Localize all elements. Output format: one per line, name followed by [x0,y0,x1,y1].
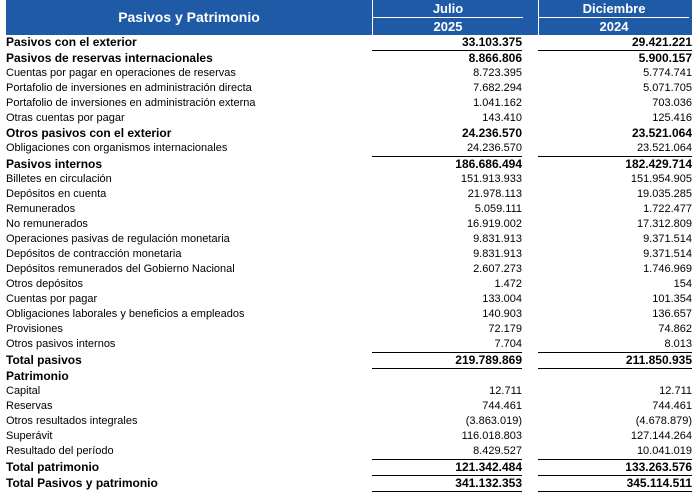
row-label: Depósitos en cuenta [6,188,107,200]
table-row [6,322,692,337]
value-julio-2025: 1.472 [494,278,522,290]
value-julio-2025: 21.978.113 [467,188,522,200]
column-gap [522,369,538,385]
row-label: Otros resultados integrales [6,415,138,427]
value-diciembre-2024: 12.711 [659,385,692,397]
value-julio-2025: 8.429.527 [372,444,522,460]
value-diciembre-2024: 1.746.969 [643,263,692,275]
value-diciembre-2024: 744.461 [652,400,692,412]
row-label: Otras cuentas por pagar [6,112,125,124]
row-label: Capital [6,385,41,397]
column-gap [522,35,538,51]
table-row [6,51,692,67]
column-header-diciembre-2024 [538,0,689,35]
column-gap [522,262,538,277]
value-julio-2025: 33.103.375 [372,35,522,51]
value-julio-2025: 16.919.002 [466,218,522,230]
value-julio-2025: 116.018.803 [461,430,522,442]
table-row [6,460,692,476]
table-row [6,384,692,399]
column-month: Julio [432,1,464,16]
table-row [6,399,692,414]
row-label: Otros pasivos internos [6,338,116,351]
row-label: Portafolio de inversiones en administración directa [6,82,252,94]
column-gap [522,247,538,262]
table-row [6,232,692,247]
value-diciembre-2024: 154 [673,278,692,290]
value-diciembre-2024: 9.371.514 [643,248,692,260]
value-julio-2025: 8.866.806 [468,51,522,65]
column-gap [522,187,538,202]
row-label: Billetes en circulación [6,173,112,185]
value-julio-2025: 24.236.570 [461,126,522,140]
column-gap [522,414,538,429]
value-diciembre-2024: 345.114.511 [538,476,692,492]
value-diciembre-2024: 29.421.221 [538,35,692,51]
value-julio-2025: 24.236.570 [372,141,522,157]
table-header [6,0,692,35]
table-row [6,202,692,217]
column-gap [522,111,538,126]
value-julio-2025: 140.903 [482,308,522,320]
column-gap [522,96,538,111]
value-julio-2025: (3.863.019) [465,415,522,427]
column-year: 2025 [373,17,523,35]
table-row [6,277,692,292]
table-row [6,111,692,126]
value-diciembre-2024: 17.312.809 [636,218,692,230]
table-row [6,429,692,444]
table-row [6,414,692,429]
row-label: Remunerados [6,203,76,215]
table-row [6,172,692,187]
table-row [6,141,692,157]
value-julio-2025: 12.711 [489,385,522,397]
column-gap [522,429,538,444]
table-row [6,35,692,51]
column-year: 2024 [539,17,689,35]
table-row [6,187,692,202]
table-row [6,307,692,322]
column-gap [522,384,538,399]
value-diciembre-2024: 211.850.935 [538,353,692,369]
value-julio-2025: 143.410 [482,112,522,124]
value-diciembre-2024: 127.144.264 [630,430,692,442]
value-diciembre-2024: 9.371.514 [643,233,692,245]
value-diciembre-2024: 151.954.905 [630,173,692,185]
value-diciembre-2024: 1.722.477 [643,203,692,215]
column-gap [522,126,538,141]
value-diciembre-2024: 5.774.741 [643,67,692,79]
column-gap [522,172,538,187]
value-diciembre-2024: (4.678.879) [635,415,692,427]
row-label: Pasivos internos [6,156,103,171]
row-label: Otros depósitos [6,278,84,290]
column-gap [522,337,538,353]
value-julio-2025 [372,369,522,385]
table-row [6,476,692,492]
value-julio-2025: 186.686.494 [455,157,522,171]
column-header-julio-2025 [372,0,523,35]
column-gap [522,307,538,322]
value-diciembre-2024: 23.521.064 [631,126,692,140]
column-gap [522,217,538,232]
table-row [6,247,692,262]
column-gap [522,322,538,337]
row-label: Total patrimonio [6,460,100,474]
row-label: Reservas [6,400,53,412]
row-label: Depósitos de contracción monetaria [6,248,182,260]
table-row [6,81,692,96]
value-diciembre-2024: 136.657 [652,308,692,320]
value-julio-2025: 744.461 [482,400,522,412]
table-row [6,369,692,385]
row-label: Patrimonio [6,368,69,383]
row-label: Obligaciones con organismos internacionales [6,142,228,155]
value-diciembre-2024: 125.416 [652,112,692,124]
column-gap [522,444,538,460]
value-julio-2025: 9.831.913 [473,233,522,245]
column-gap [522,353,538,369]
column-gap [522,51,538,67]
row-label: Total Pasivos y patrimonio [6,476,158,490]
table-row [6,217,692,232]
value-julio-2025: 9.831.913 [473,248,522,260]
table-row [6,157,692,173]
table-row [6,292,692,307]
value-julio-2025: 1.041.162 [473,97,522,109]
row-label: Total pasivos [6,353,82,367]
value-diciembre-2024: 19.035.285 [636,188,692,200]
value-julio-2025: 2.607.273 [473,263,522,275]
value-julio-2025: 121.342.484 [372,460,522,476]
value-julio-2025: 219.789.869 [372,353,522,369]
value-diciembre-2024: 10.041.019 [538,444,692,460]
row-label: Cuentas por pagar [6,293,98,305]
value-julio-2025: 7.682.294 [473,82,522,94]
value-diciembre-2024: 133.263.576 [538,460,692,476]
row-label: Obligaciones laborales y beneficios a empleados [6,308,245,320]
value-julio-2025: 5.059.111 [474,203,522,215]
value-diciembre-2024: 703.036 [652,97,692,109]
value-julio-2025: 72.179 [488,323,522,335]
column-gap [522,232,538,247]
value-diciembre-2024: 23.521.064 [538,141,692,157]
balance-table-body [6,35,692,492]
balance-table [6,35,692,492]
row-label: Superávit [6,430,53,442]
value-diciembre-2024: 5.071.705 [643,82,692,94]
row-label: Cuentas por pagar en operaciones de reservas [6,67,236,79]
table-row [6,444,692,460]
value-diciembre-2024 [538,369,692,385]
row-label: Provisiones [6,323,63,335]
value-diciembre-2024: 182.429.714 [625,157,692,171]
column-gap [522,476,538,492]
column-gap [522,292,538,307]
table-row [6,96,692,111]
column-month: Diciembre [582,1,646,16]
column-gap [522,141,538,157]
value-julio-2025: 151.913.933 [460,173,522,185]
column-gap [522,157,538,173]
value-julio-2025: 341.132.353 [372,476,522,492]
column-gap [522,202,538,217]
value-diciembre-2024: 8.013 [538,337,692,353]
value-diciembre-2024: 74.862 [658,323,692,335]
row-label: Pasivos de reservas internacionales [6,50,213,65]
value-diciembre-2024: 101.354 [652,293,692,305]
column-gap [522,66,538,81]
column-gap [522,277,538,292]
header-title: Pasivos y Patrimonio [118,9,260,25]
row-label: Depósitos remunerados del Gobierno Nacional [6,263,235,275]
value-diciembre-2024: 5.900.157 [638,51,692,65]
table-row [6,126,692,141]
row-label: Portafolio de inversiones en administración externa [6,97,256,109]
value-julio-2025: 8.723.395 [473,67,522,79]
row-label: Operaciones pasivas de regulación monetaria [6,233,230,245]
row-label: No remunerados [6,218,88,230]
value-julio-2025: 7.704 [372,337,522,353]
balance-sheet [6,0,692,492]
row-label: Pasivos con el exterior [6,35,137,50]
row-label: Otros pasivos con el exterior [6,126,172,140]
column-gap [522,81,538,96]
table-row [6,262,692,277]
table-row [6,66,692,81]
column-gap [522,460,538,476]
table-row [6,337,692,353]
column-gap [522,399,538,414]
table-row [6,353,692,369]
row-label: Resultado del período [6,445,114,458]
value-julio-2025: 133.004 [482,293,522,305]
